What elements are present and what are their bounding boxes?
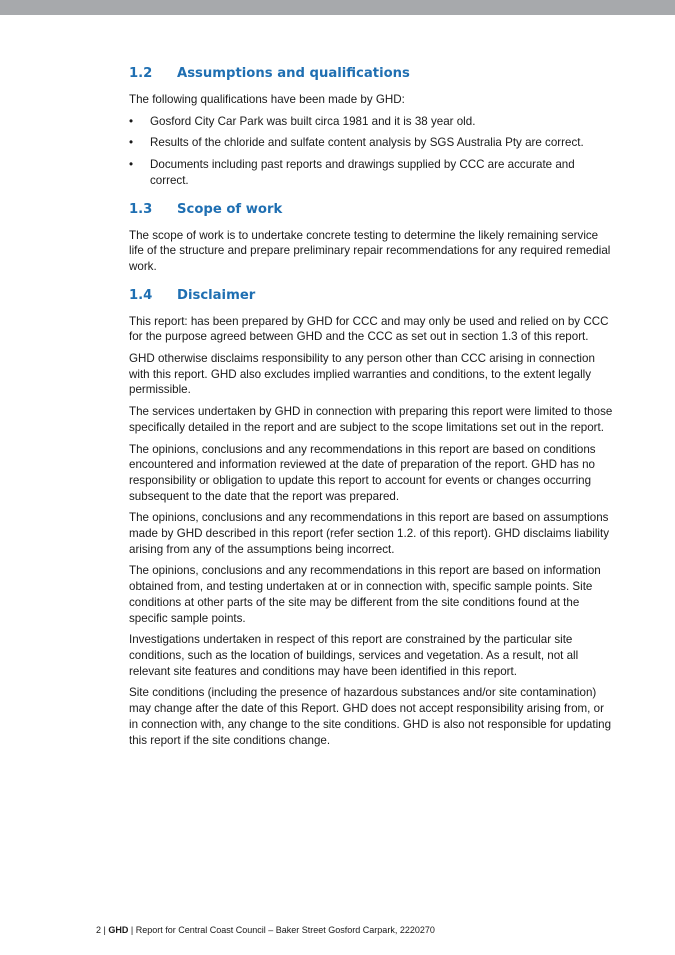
footer-separator: |	[101, 925, 109, 935]
paragraph: The opinions, conclusions and any recommendations in this report are based on assumptions made by GHD described in this report (refer section 1.2. of this report). GHD disclaims liability arising from any of the assumptions being incorrect.	[129, 511, 610, 556]
paragraph: The scope of work is to undertake concrete testing to determine the likely remaining service life of the structure and prepare preliminary repair recommendations for any required remedial work.	[129, 228, 611, 273]
section-number: 1.3	[129, 201, 153, 217]
section-number: 1.2	[129, 66, 153, 81]
section-title: Assumptions and qualifications	[177, 66, 410, 81]
document-body	[129, 66, 615, 748]
footer-text: Report for Central Coast Council – Baker Street Gosford Carpark, 2220270	[135, 925, 435, 935]
paragraph: Site conditions (including the presence of hazardous substances and/or site contamination) may change after the date of this Report. GHD does not accept responsibility arising from, or in connection with, any change to the site conditions. GHD is also not responsible for updating this report if the site conditions change.	[129, 686, 612, 747]
section-number: 1.4	[129, 287, 153, 303]
paragraph: The opinions, conclusions and any recommendations in this report are based on information obtained from, and testing undertaken at or in connection with, specific sample points. Site conditions at other parts of the site may be different from the site conditions found at the specific sample points.	[129, 564, 601, 625]
section-heading-1-3	[129, 202, 615, 218]
bullet-list	[129, 114, 615, 189]
paragraph: Investigations undertaken in respect of this report are constrained by the particular site conditions, such as the location of buildings, services and vegetation. As a result, not all relevant site features and conditions may have been identified in this report.	[129, 633, 579, 678]
paragraph: GHD otherwise disclaims responsibility to any person other than CCC arising in connection with this report. GHD also excludes implied warranties and conditions, to the extent legally permissible.	[129, 352, 595, 397]
bullet-icon: •	[129, 114, 134, 128]
paragraph: The services undertaken by GHD in connection with preparing this report were limited to those specifically detailed in the report and are subject to the scope limitations set out in the report.	[129, 405, 613, 434]
bullet-icon: •	[129, 136, 134, 150]
page-footer	[96, 924, 435, 936]
footer-company: GHD	[108, 925, 129, 935]
paragraph: The opinions, conclusions and any recommendations in this report are based on conditions encountered and information reviewed at the date of preparation of the report. GHD has no responsibility or obligation to update this report to account for events or changes occurring subsequent to the date that the report was prepared.	[129, 442, 596, 503]
list-item: • Documents including past reports and drawings supplied by CCC are accurate and correct.	[129, 158, 575, 187]
bullet-icon: •	[129, 158, 134, 172]
paragraph: The following qualifications have been made by GHD:	[129, 93, 405, 106]
page-top-band	[0, 0, 675, 15]
list-item: • Results of the chloride and sulfate content analysis by SGS Australia Pty are correct.	[129, 136, 584, 150]
section-heading-1-2	[129, 66, 615, 82]
list-item: • Gosford City Car Park was built circa 1981 and it is 38 year old.	[129, 114, 476, 128]
section-title: Disclaimer	[177, 287, 256, 303]
paragraph: This report: has been prepared by GHD for CCC and may only be used and relied on by CCC for the purpose agreed between GHD and the CCC as set out in section 1.3 of this report.	[129, 314, 609, 344]
page-number: 2	[96, 925, 102, 935]
section-title: Scope of work	[177, 201, 283, 217]
section-heading-1-4	[129, 288, 615, 304]
footer-separator: |	[128, 925, 136, 935]
